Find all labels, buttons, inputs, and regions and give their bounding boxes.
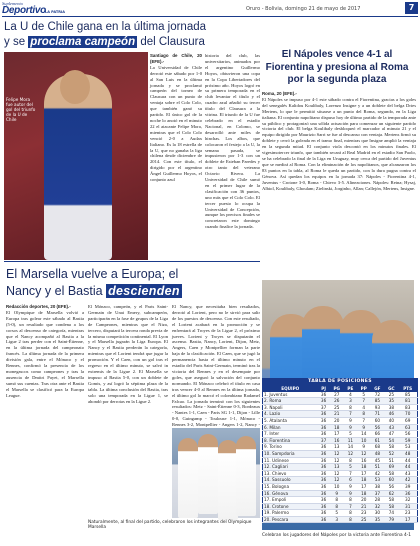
table-row (263, 490, 418, 497)
stat-cell: 36 (318, 503, 330, 510)
team-name-cell: 8. Fiorentina (263, 437, 318, 444)
table-row (263, 503, 418, 510)
stat-cell: 21 (357, 503, 371, 510)
section-divider (4, 261, 260, 262)
stat-cell: 5 (344, 464, 357, 471)
stat-cell: 8 (344, 457, 357, 464)
stat-cell: 23 (398, 510, 417, 517)
team-name-cell: 11. Udinese (263, 457, 318, 464)
stat-cell: 58 (384, 497, 398, 504)
stat-cell: 18 (357, 464, 371, 471)
team-name-cell: 9. Torino (263, 444, 318, 451)
standings-header-cell: PP (357, 386, 371, 392)
stat-cell: 36 (318, 510, 330, 517)
chile-byline: Santiago de Chile, 20 (EFE).- (150, 53, 202, 64)
team-name-cell: 16. Génova (263, 490, 318, 497)
table-row (263, 457, 418, 464)
stat-cell: 25 (357, 516, 371, 523)
stat-cell: 69 (384, 464, 398, 471)
stat-cell: 8 (344, 497, 357, 504)
stat-cell: 36 (318, 483, 330, 490)
stat-cell: 17 (357, 470, 371, 477)
stat-cell: 31 (398, 503, 417, 510)
stat-cell: 35 (371, 516, 385, 523)
napoli-body (262, 91, 416, 277)
standings-table (262, 385, 418, 523)
table-row (263, 497, 418, 504)
stat-cell: 32 (398, 497, 417, 504)
stat-cell: 20 (357, 497, 371, 504)
marsella-photo-caption: Naturalmente, al final del partido, celebraron los integrantes del Olympique Marsella (88, 520, 252, 531)
table-row (263, 450, 418, 457)
chile-player-photo (4, 52, 148, 260)
chile-body-1: La Universidad de Chile derrotó este sábado por 1-0 al San Luis en la última jornada y se proclamó campeón del torneo de Clausura con un punto de ventaja sobre el Colo Colo, que también ganó su partido. El único gol de la noche lo anotó en el minuto 22 el atacante Felipe Mora, mientras que el Colo Colo venció 2-0 a Audax Italiano. Es la 18 estrella de la U, que no ganaba la liga chilena desde diciembre de 2014. Con este título, el dirigido por el argentino Ángel Guillermo Hoyos, el conjunto azul (150, 64, 202, 183)
stat-cell: 37 (318, 437, 330, 444)
table-row (263, 437, 418, 444)
stat-cell: 62 (384, 490, 398, 497)
marsella-column-3: El Nancy, que necesitaba bien resultados, derrotó al Lorient, pero no le sirvió para salir de los puestos de descenso. Con este resultado, el Lorient acabará en la promoción y se enfrentará al Troyes de la Ligue 2, el próximo jueves. Lorient y Troyes se disputarán el ascenso. Bastia, Nancy, Lorient, Dijon, Metz, Angers, Caen y Montpellier forman la parte baja de la clasificación. El Caen, que se jugó la permanencia hasta el último minuto en el estadio del Paris Saint-Germain, terminó tras la victoria del Rennes y en el desempate por goles, que aseguró la salvación del conjunto normando. El Mónaco celebró el título en casa tras vencer 4-0 al Rennes en la última jornada, el último gol lo marcó el colombiano Radamel Falcao. La jornada terminó con los siguientes resultados: Metz - Saint-Étienne 0-3, Bordeaux - Nantes 1-1, Caen - Paris SG 1-1, Dijon - Lille 0-0, Guingamp - Toulouse 1-1, Mónaco - Rennes 3-2, Montpellier - Angers 1-2, Nancy - (172, 304, 260, 428)
stat-cell: 13 (330, 464, 344, 471)
chile-headline-line2: y se proclama campeón del Clausura (4, 36, 205, 48)
stat-cell: 12 (330, 470, 344, 477)
stat-cell: 10 (330, 483, 344, 490)
stat-cell: 36 (318, 431, 330, 438)
stat-cell: 39 (398, 483, 417, 490)
napoli-body-text: El Nápoles se impuso por 4-1 este sábado contra el Fiorentina, gracias a los goles del senegalés Kalidou Koulibaly, Lorenzo Insigne y a un doblete del belga Dries Mertens, lo que le permitió situarse a un punto del Roma, segundo, en la Liga italiana. El conjunto napolitano dispuso hoy de último partido de la temporada ante su público y protagonizó una sólida actuación para comenzar un siguiente partido victoria del club. El belga Koulibaly desbloqueó el marcador al minuto 21 y el equipo dirigido por Maurizio Sarri se fue al descanso con ventaja. Mertens firmó su doblete y cerró la goleada en el tramo final, mientras que Insigne amplió la ventaja en la segunda mitad. El conjunto viola descontó en los minutos finales. El vigesimotercer triunfo, que también secará al Real Madrid en el estadio San Paolo, se ha celebrado la final de la Liga en Uruguay, muy cerca del partido del Juventus que se medirá al Roma. Con la eliminación de los napolitanos, que alcanzaron los 83 puntos en la tabla, al Roma le queda un partido, con la dura pugna contra el Génova. Así quedan los equipos en la jornada 37: Nápoles - Fiorentina 4-1, Juventus - Crotone 3-0, Roma - Chievo 3-5. Alineaciones. Nápoles: Reina; Hysaj, Albiol, Koulibaly, Ghoulam; Zielinski, Jorginho, Allan; Callejón, Mertens, Insigne. (262, 96, 416, 191)
stat-cell: 56 (384, 483, 398, 490)
stat-cell: 36 (318, 398, 330, 405)
standings-header-cell: PJ (318, 386, 330, 392)
standings-header-cell: GF (371, 386, 385, 392)
table-row (263, 431, 418, 438)
stat-cell: 5 (330, 510, 344, 517)
marsella-headline-highlight: descienden (108, 284, 180, 298)
dateline: Oruro - Bolivia, domingo 21 de mayo de 2017 (246, 6, 361, 12)
team-name-cell: 14. Sassuolo (263, 477, 318, 484)
chile-column-2: historia del club, las universitarios, animados por el argentino Guillermo Hoyos, obtuvieron una copa en la Copa Libertadores del próximo año. Hoyos logró en su primera temporada en el club levantar el título y el cuadro azul añadió su tercer título del Clausura a la vitrina. El triunfo de la U fue celebrado en el estadio Nacional, en Colomo, se desarrolló ante miles de hinchas. Los albos, que colocaron el festejo a la U, la semana pasada, se impusieron por 1-3 con un doblete de Esteban Paredes y otro tanto del veterano Octavio Rivera. La Universidad de Chile sumó en el primer lugar de la clasificación con 36 puntos, uno más que el Colo Colo. El tercer puesto lo ocupa la Universidad de Concepción, aunque los precisos finales se concretaron este domingo cuando finalice la jornada. (205, 53, 260, 230)
stat-cell: 12 (330, 457, 344, 464)
stat-cell: 35 (384, 398, 398, 405)
stat-cell: 48 (371, 450, 385, 457)
stat-cell: 44 (398, 457, 417, 464)
stat-cell: 60 (384, 477, 398, 484)
stat-cell: 17 (357, 483, 371, 490)
stat-cell: 36 (318, 417, 330, 424)
stat-cell: 53 (371, 477, 385, 484)
stat-cell: 18 (330, 424, 344, 431)
table-row (263, 470, 418, 477)
stat-cell: 69 (398, 417, 417, 424)
stat-cell: 5 (344, 431, 357, 438)
stat-cell: 53 (398, 444, 417, 451)
stat-cell: 37 (371, 490, 385, 497)
marsella-headline-line1: El Marsella vuelve a Europa; el (6, 267, 179, 281)
team-name-cell: 4. Lazio (263, 411, 318, 418)
stat-cell: 8 (330, 497, 344, 504)
stat-cell: 37 (318, 404, 330, 411)
stat-cell: 25 (384, 392, 398, 398)
table-row (263, 398, 418, 405)
stat-cell: 36 (318, 392, 330, 398)
stat-cell: 42 (398, 477, 417, 484)
chile-column-1 (150, 53, 202, 259)
stat-cell: 38 (384, 404, 398, 411)
marsella-byline: Redacción deportes, 20 (EFE).- (6, 304, 71, 309)
stat-cell: 36 (318, 477, 330, 484)
team-name-cell: 20. Pescara (263, 516, 318, 523)
stat-cell: 9 (357, 444, 371, 451)
stat-cell: 9 (344, 490, 357, 497)
stat-cell: 21 (330, 411, 344, 418)
stat-cell: 7 (344, 470, 357, 477)
stat-cell: 70 (398, 411, 417, 418)
stat-cell: 63 (398, 424, 417, 431)
team-name-cell: 19. Palermo (263, 510, 318, 517)
stat-cell: 47 (384, 431, 398, 438)
stat-cell: 43 (398, 470, 417, 477)
table-row (263, 404, 418, 411)
stat-cell: 61 (371, 437, 385, 444)
stat-cell: 93 (371, 404, 385, 411)
stat-cell: 14 (357, 431, 371, 438)
standings-header-cell: PE (344, 386, 357, 392)
chile-headline-line1: La U de Chile gana en la última jornada (4, 21, 207, 33)
stat-cell: 83 (398, 404, 417, 411)
stat-cell: 13 (330, 444, 344, 451)
team-name-cell: 13. Chievo (263, 470, 318, 477)
marsella-headline-line2: Nancy y el Bastia descienden (6, 284, 180, 298)
stat-cell: 26 (330, 398, 344, 405)
stat-cell: 85 (398, 392, 417, 398)
team-name-cell: 10. Sampdoria (263, 450, 318, 457)
napoli-headline: El Nápoles vence 4-1 al Fiorentina y presiona al Roma por la segunda plaza (265, 49, 409, 85)
stat-cell: 9 (344, 417, 357, 424)
table-row (263, 483, 418, 490)
stat-cell: 36 (398, 490, 417, 497)
napoli-byline: Roma, 20 (EFE).- (262, 91, 297, 96)
stat-cell: 46 (384, 411, 398, 418)
team-name-cell: 7. Inter (263, 431, 318, 438)
marsella-photo (172, 428, 260, 518)
stat-cell: 7 (357, 398, 371, 405)
stat-cell: 36 (318, 424, 330, 431)
table-row (263, 477, 418, 484)
stat-cell: 32 (371, 503, 385, 510)
section-logo: Deportivo (2, 5, 46, 16)
marsella-body-1: El Olympique de Marsella volvió a Europa tras golear este sábado al Bastia (5-0), un resultado que condena a los corsos al descenso de categoría, mientras que el Nancy acompañó al Bastia a la Ligue 2 tras perder con el Saint-Étienne, en la última jornada del campeonato francés. La última jornada de la primera división gala, entre el Mónaco y el Rennes, confirmó la presencia de los monegascos como campeones y tras la ausencia de Dmitri Payet, el Marsella sumó sus cuentas. Tras otra ante el Bastia el Marsella se clasificó para la Europa League. (6, 309, 84, 398)
stat-cell: 17 (398, 516, 417, 523)
newspaper-name: LA PATRIA (45, 10, 65, 14)
table-row (263, 510, 418, 517)
table-row (263, 424, 418, 431)
stat-cell: 58 (384, 503, 398, 510)
team-name-cell: 17. Empoli (263, 497, 318, 504)
chile-headline-highlight: proclama campeón (30, 36, 136, 48)
team-name-cell: 1. Juventus (263, 392, 318, 398)
stat-cell: 81 (398, 398, 417, 405)
stat-cell: 36 (318, 450, 330, 457)
stat-cell: 5 (357, 392, 371, 398)
stat-cell: 44 (398, 464, 417, 471)
team-name-cell: 15. Bologna (263, 483, 318, 490)
stat-cell: 36 (318, 470, 330, 477)
stat-cell: 8 (344, 516, 357, 523)
stat-cell: 8 (344, 404, 357, 411)
stat-cell: 7 (344, 411, 357, 418)
stat-cell: 23 (357, 510, 371, 517)
stat-cell: 36 (318, 464, 330, 471)
stat-cell: 9 (344, 483, 357, 490)
stat-cell: 4 (357, 404, 371, 411)
stat-cell: 43 (384, 424, 398, 431)
team-name-cell: 2. Roma (263, 398, 318, 405)
stat-cell: 74 (384, 510, 398, 517)
team-name-cell: 6. Milan (263, 424, 318, 431)
stat-cell: 68 (371, 444, 385, 451)
team-name-cell: 12. Cagliari (263, 464, 318, 471)
stat-cell: 72 (371, 392, 385, 398)
table-row (263, 444, 418, 451)
stat-cell: 40 (384, 417, 398, 424)
stat-cell: 11 (344, 437, 357, 444)
marsella-column-1 (6, 304, 84, 542)
stat-cell: 58 (384, 470, 398, 477)
stat-cell: 7 (357, 417, 371, 424)
stat-cell: 4 (344, 392, 357, 398)
stat-cell: 18 (357, 490, 371, 497)
standings-table-title: TABLA DE POSICIONES (262, 378, 418, 385)
stat-cell: 36 (318, 457, 330, 464)
marsella-column-2: El Mónaco, campeón, y el Paris Saint-Germain de Unai Emery, subcampeón, participarán en la fase de grupos de la Liga de Campeones, mientras que el Niza, tercero, disputará la tercera ronda previa de la misma competición continental. El Lyon y el Marsella jugarán la Liga Europa. El Nancy y el Bastia perderán la categoría, mientras que el Lorient tendrá que jugar la promoción. Y el Caen, con un gol tras el regreso en el último minuto, se salvó in extremis de la Ligue 2. El Marsella se impuso al Bastia 5-0, con un doblete de Gomis, y así logró la séptima plaza de la tabla. La última conclusión del Bastia, tras solo una temporada en la Ligue 1, se ahondó por derrotas en la Ligue 2. (88, 304, 168, 404)
stat-cell: 28 (371, 497, 385, 504)
standings-header-cell: EQUIPO (263, 386, 318, 392)
stat-cell: 14 (344, 444, 357, 451)
stat-cell: 8 (344, 510, 357, 517)
stat-cell: 56 (398, 431, 417, 438)
stat-cell: 54 (384, 437, 398, 444)
stat-cell: 9 (357, 424, 371, 431)
stat-cell: 66 (371, 431, 385, 438)
stat-cell: 8 (330, 503, 344, 510)
stat-cell: 10 (357, 437, 371, 444)
stat-cell: 20 (330, 417, 344, 424)
table-row (263, 411, 418, 418)
stat-cell: 36 (318, 411, 330, 418)
stat-cell: 36 (318, 444, 330, 451)
table-row (263, 464, 418, 471)
standings-header-cell: PTS (398, 386, 417, 392)
stat-cell: 9 (330, 490, 344, 497)
standings-header-cell: GC (384, 386, 398, 392)
marsella-headline (6, 266, 256, 300)
table-row (263, 417, 418, 424)
stat-cell: 52 (384, 450, 398, 457)
stat-cell: 51 (384, 457, 398, 464)
stat-cell: 12 (330, 477, 344, 484)
team-name-cell: 3. Napoli (263, 404, 318, 411)
stat-cell: 60 (371, 417, 385, 424)
stat-cell: 56 (371, 424, 385, 431)
standings-header-cell: PG (330, 386, 344, 392)
stat-cell: 36 (318, 516, 330, 523)
stat-cell: 42 (371, 470, 385, 477)
top-rule (2, 16, 418, 17)
stat-cell: 8 (357, 411, 371, 418)
stat-cell: 45 (371, 457, 385, 464)
stat-cell: 48 (398, 450, 417, 457)
stat-cell: 12 (330, 450, 344, 457)
team-name-cell: 18. Crotone (263, 503, 318, 510)
stat-cell: 6 (344, 477, 357, 484)
stat-cell: 36 (318, 497, 330, 504)
stat-cell: 51 (371, 464, 385, 471)
stat-cell: 16 (357, 457, 371, 464)
chile-headline (4, 20, 260, 50)
stat-cell: 79 (384, 516, 398, 523)
supplement-label: Suplemento (2, 1, 23, 6)
stat-cell: 85 (371, 398, 385, 405)
stat-cell: 36 (318, 490, 330, 497)
stat-cell: 58 (384, 444, 398, 451)
stat-cell: 9 (344, 424, 357, 431)
stat-cell: 71 (371, 411, 385, 418)
table-row (263, 516, 418, 523)
team-name-cell: 5. Atalanta (263, 417, 318, 424)
stat-cell: 3 (330, 516, 344, 523)
stat-cell: 38 (371, 483, 385, 490)
stat-cell: 16 (330, 437, 344, 444)
stat-cell: 12 (357, 450, 371, 457)
stat-cell: 30 (371, 510, 385, 517)
stat-cell: 27 (330, 392, 344, 398)
stat-cell: 3 (344, 398, 357, 405)
stat-cell: 25 (330, 404, 344, 411)
napoli-photo-caption: Celebran los jugadores del Nápoles por la victoria ante Fiorentina 4-1 (262, 533, 411, 538)
masthead (0, 0, 420, 17)
stat-cell: 59 (398, 437, 417, 444)
chile-photo-caption: Felipe Mora fue autor del gol del triunfo de la U de Chile (6, 97, 36, 122)
stat-cell: 12 (344, 450, 357, 457)
stat-cell: 17 (330, 431, 344, 438)
stat-cell: 18 (357, 477, 371, 484)
stat-cell: 7 (344, 503, 357, 510)
page-number: 7 (405, 2, 418, 14)
